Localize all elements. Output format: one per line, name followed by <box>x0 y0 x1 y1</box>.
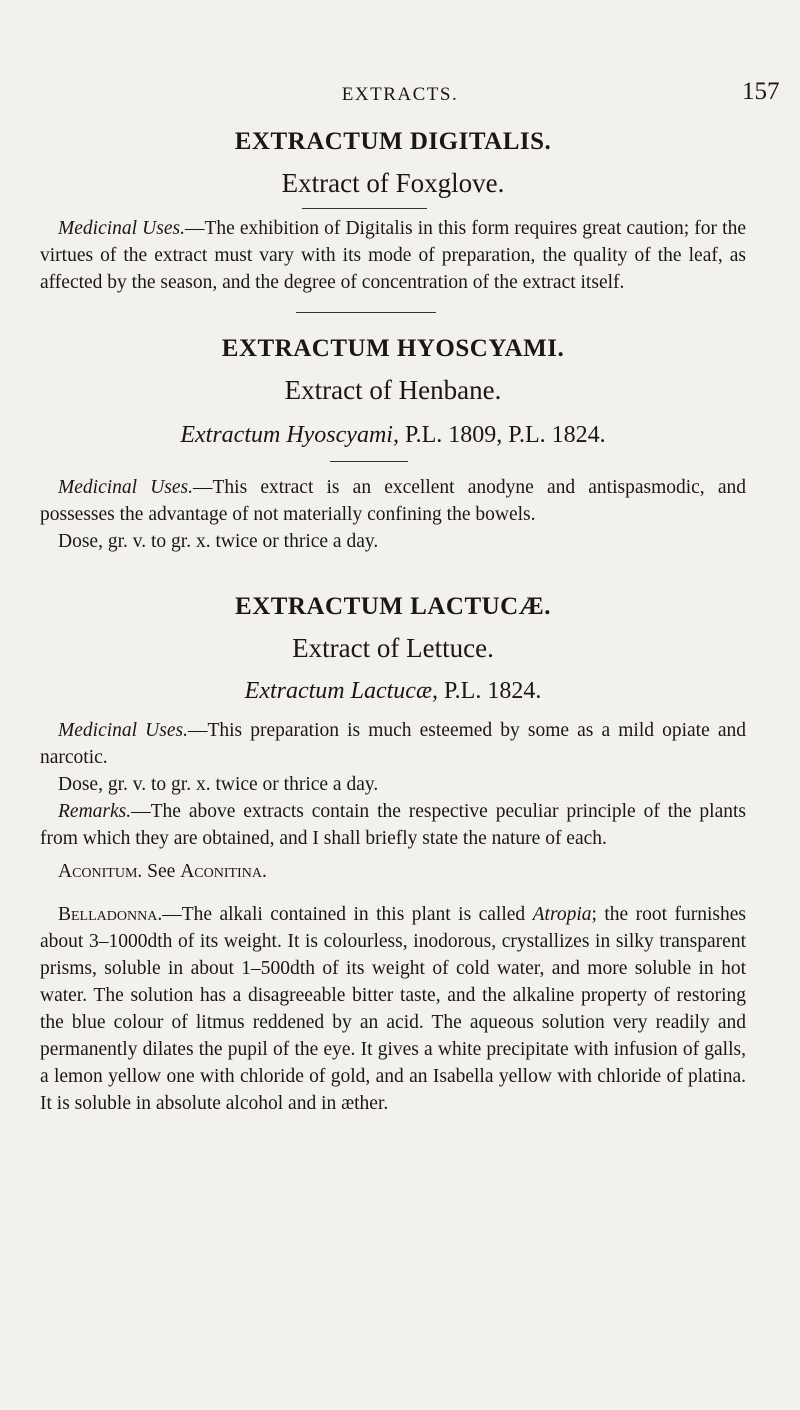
paragraph-text: —This preparation is much esteemed by some as a mild opiate and narcotic. <box>40 720 746 768</box>
synonym-name: Extractum Hyoscyami, <box>180 422 399 448</box>
paragraph-label: Medicinal Uses. <box>58 218 185 239</box>
section-subtitle-henbane: Extract of Henbane. <box>284 375 502 405</box>
paragraph-remarks <box>40 798 746 852</box>
section-title-digitalis: EXTRACTUM DIGITALIS. <box>234 128 552 155</box>
synonym-refs: P.L. 1824. <box>437 678 542 704</box>
paragraph-label: Remarks. <box>58 801 132 822</box>
see-text: See <box>142 861 181 882</box>
synonym-hyoscyami <box>40 422 746 449</box>
page-content <box>40 128 746 1117</box>
running-head: EXTRACTS. <box>341 84 459 105</box>
paragraph-label: Medicinal Uses. <box>58 720 188 741</box>
divider-rule <box>302 208 427 209</box>
section-title-hyoscyami: EXTRACTUM HYOSCYAMI. <box>221 335 565 362</box>
divider-rule <box>330 461 408 462</box>
page-number: 157 <box>742 78 780 105</box>
paragraph-text: —This extract is an excellent anodyne and antispasmodic, and possesses the advantage of not materially confining the bowels. <box>40 477 746 525</box>
section-subtitle-lettuce: Extract of Lettuce. <box>292 633 494 663</box>
paragraph-digitalis-uses <box>40 215 746 296</box>
paragraph-hyoscyami-uses <box>40 474 746 528</box>
section-subtitle-foxglove: Extract of Foxglove. <box>281 168 505 198</box>
divider-rule <box>296 312 436 313</box>
paragraph-label: Medicinal Uses. <box>58 477 193 498</box>
paragraph-aconitum <box>40 858 746 885</box>
paragraph-text: ; the root furnishes about 3–1000dth of its weight. It is colourless, inodorous, crystallizes in silky transparent prisms, soluble in about 1–500dth of its weight of cold water, and more soluble in hot water. The solution has a disagreeable bitter taste, and the alkaline property of restoring the blue colour of litmus reddened by an acid. The aqueous solution very readily and permanently dilates the pupil of the eye. It gives a white precipitate with infusion of galls, a lemon yellow one with chloride of gold, and an Isabella yellow with chloride of platina. It is soluble in absolute alcohol and in æther. <box>40 904 746 1114</box>
paragraph-text: —The alkali contained in this plant is called <box>162 904 533 925</box>
paragraph-text: —The above extracts contain the respective peculiar principle of the plants from which they are obtained, and I shall briefly state the nature of each. <box>40 801 746 849</box>
entry-name: Belladonna. <box>58 904 163 925</box>
paragraph-text: —The exhibition of Digitalis in this form requires great caution; for the virtues of the extract must vary with its mode of preparation, the quality of the leaf, as affected by the season, and the degree of concentration of the extract itself. <box>40 218 746 293</box>
paragraph-lactucae-uses <box>40 717 746 771</box>
paragraph-hyoscyami-dose: Dose, gr. v. to gr. x. twice or thrice a day. <box>58 531 379 552</box>
synonym-name: Extractum Lactucæ, <box>244 678 438 704</box>
cross-reference: Aconitina. <box>180 861 267 882</box>
paragraph-belladonna <box>40 901 746 1117</box>
synonym-lactucae <box>40 678 746 705</box>
paragraph-lactucae-dose: Dose, gr. v. to gr. x. twice or thrice a day. <box>58 774 379 795</box>
synonym-refs: P.L. 1809, P.L. 1824. <box>398 422 606 448</box>
entry-name: Aconitum. <box>58 861 143 882</box>
alkali-name: Atropia <box>532 904 592 925</box>
section-title-lactucae: EXTRACTUM LACTUCÆ. <box>235 593 551 620</box>
